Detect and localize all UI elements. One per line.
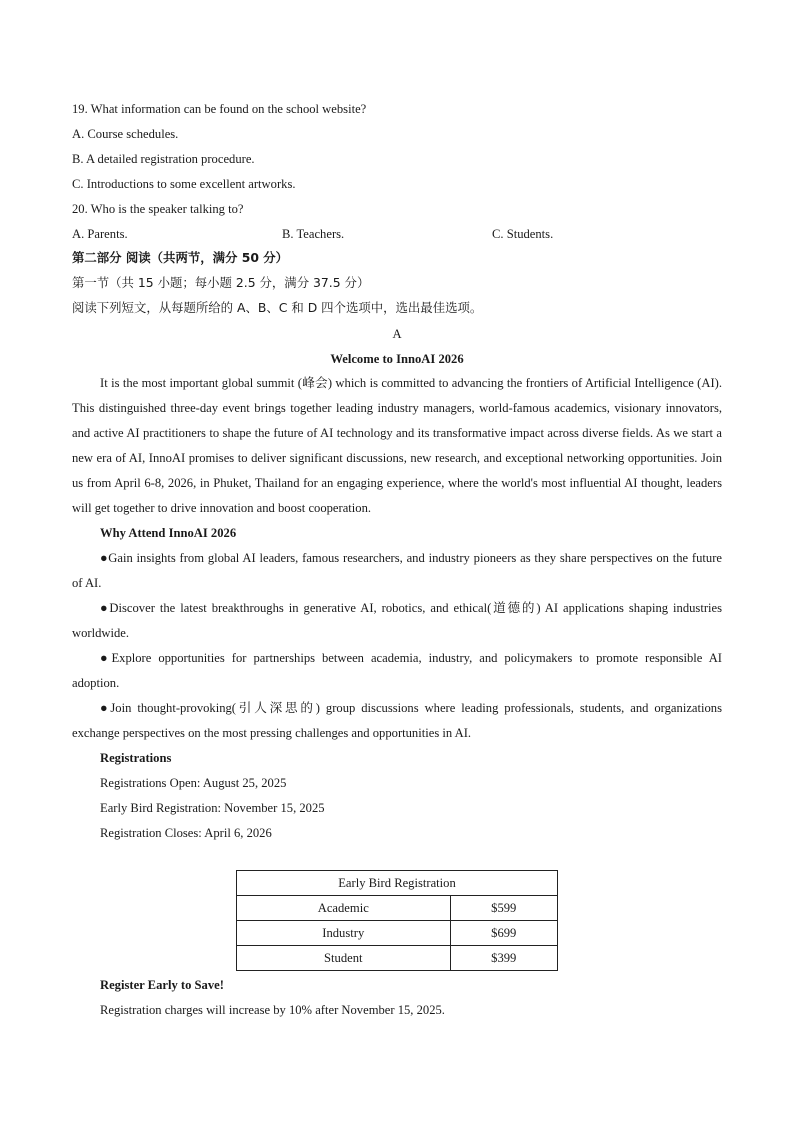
bullet-item: ●Join thought-provoking(引人深思的) group discussions where leading professionals, students, and organizations exchange perspectives on the most pressing challenges and opportunities in AI. — [72, 701, 722, 740]
article-body — [72, 371, 722, 846]
table-row — [237, 896, 558, 921]
subsection-title: 第一节（共 15 小题；每小题 2.5 分，满分 37.5 分） — [72, 275, 370, 290]
registration-closes: Registration Closes: April 6, 2026 — [100, 826, 272, 840]
article-title: Welcome to InnoAI 2026 — [330, 352, 464, 366]
registrations-open: Registrations Open: August 25, 2025 — [100, 776, 287, 790]
table-row — [237, 946, 558, 971]
price-increase-note: Registration charges will increase by 10% after November 15, 2025. — [100, 1003, 445, 1017]
early-bird-date: Early Bird Registration: November 15, 2025 — [100, 801, 325, 815]
question-20-stem: 20. Who is the speaker talking to? — [72, 202, 244, 216]
table-cell-price: $599 — [450, 896, 557, 921]
part-two-title: 第二部分 阅读（共两节，满分 50 分） — [72, 250, 289, 265]
registrations-heading: Registrations — [100, 751, 172, 765]
question-19-option-a: A. Course schedules. — [72, 127, 179, 141]
reading-instruction: 阅读下列短文，从每题所给的 A、B、C 和 D 四个选项中，选出最佳选项。 — [72, 300, 483, 315]
register-early-heading: Register Early to Save! — [100, 978, 224, 992]
table-cell-type: Student — [237, 946, 451, 971]
intro-paragraph: It is the most important global summit (峰会) which is committed to advancing the frontiers of Artificial Intelligence (AI). This distinguished three-day event brings together leading industry managers, world-famous academics, visionary innovators, and active AI practitioners to shape the future of AI technology and its transformative impact across diverse fields. As we start a new era of AI, InnoAI promises to deliver significant discussions, new research, and exceptional networking opportunities. Join us from April 6-8, 2026, in Phuket, Thailand for an engaging experience, where the world's most influential AI thought, leaders will get together to drive innovation and boost cooperation. — [72, 376, 722, 515]
question-20-option-b: B. Teachers. — [282, 227, 345, 241]
registration-price-table — [236, 870, 558, 971]
table-row — [237, 921, 558, 946]
bullet-item: ●Discover the latest breakthroughs in generative AI, robotics, and ethical(道德的) AI applications shaping industries worldwide. — [72, 601, 722, 640]
table-cell-price: $399 — [450, 946, 557, 971]
passage-letter: A — [392, 327, 402, 341]
bullet-item: ●Explore opportunities for partnerships between academia, industry, and policymakers to promote responsible AI adoption. — [72, 651, 722, 690]
question-20-option-c: C. Students. — [492, 227, 554, 241]
table-cell-type: Industry — [237, 921, 451, 946]
bullet-item: ●Gain insights from global AI leaders, famous researchers, and industry pioneers as they share perspectives on the future of AI. — [72, 551, 722, 590]
question-19-stem: 19. What information can be found on the school website? — [72, 102, 367, 116]
table-cell-type: Academic — [237, 896, 451, 921]
table-header: Early Bird Registration — [237, 871, 558, 896]
why-attend-heading: Why Attend InnoAI 2026 — [100, 526, 237, 540]
table-cell-price: $699 — [450, 921, 557, 946]
question-20-option-a: A. Parents. — [72, 227, 128, 241]
question-19-option-b: B. A detailed registration procedure. — [72, 152, 255, 166]
question-19-option-c: C. Introductions to some excellent artworks. — [72, 177, 296, 191]
